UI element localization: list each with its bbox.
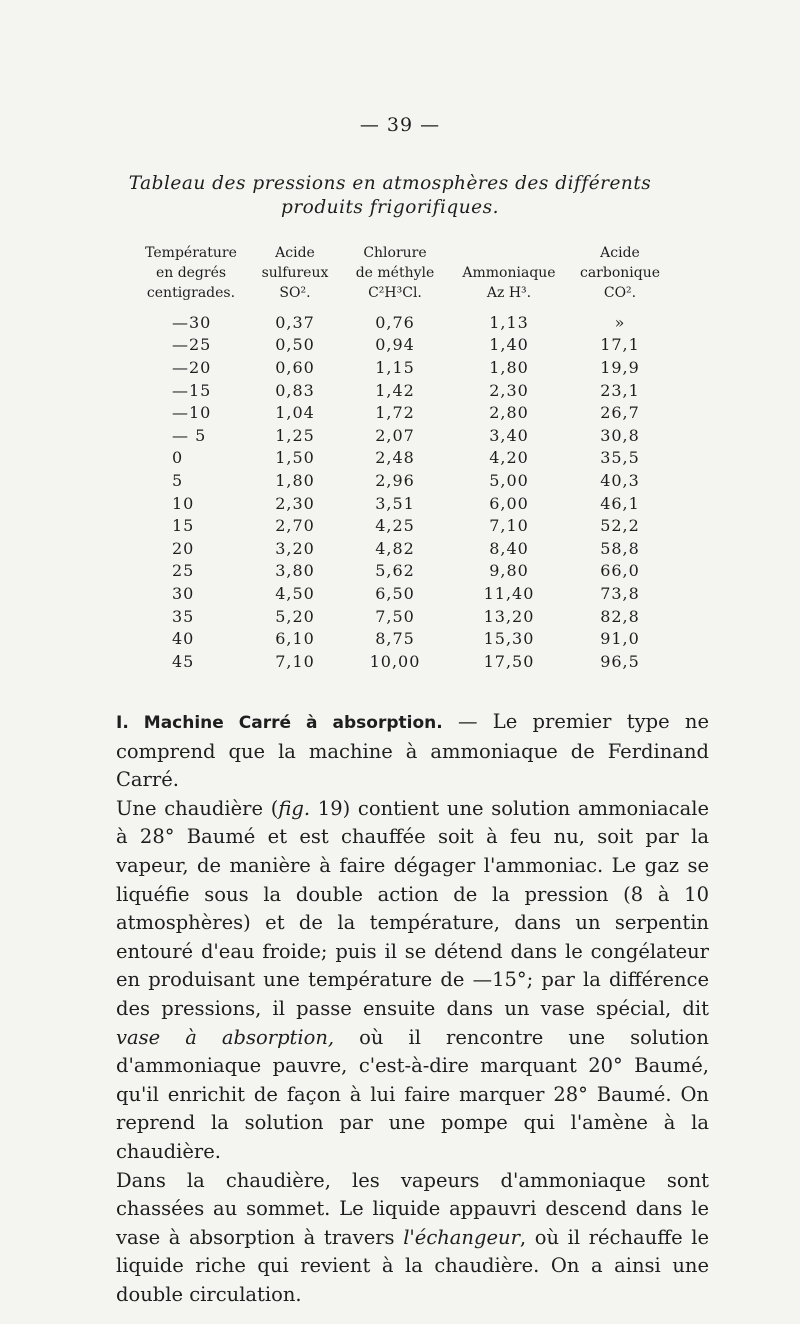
table-row [132, 401, 672, 424]
cell-nh3: 6,00 [489, 493, 529, 513]
cell-so2: 2,30 [275, 493, 315, 513]
cell-ch3cl: 0,76 [375, 312, 415, 332]
cell-ch3cl: 2,48 [375, 448, 415, 468]
table-row [132, 514, 672, 537]
table-title [120, 172, 660, 220]
cell-temperature: 5 [172, 470, 184, 490]
cell-so2: 4,50 [275, 583, 315, 603]
cell-ch3cl: 1,15 [375, 357, 415, 377]
table-row [132, 582, 672, 605]
cell-so2: 1,25 [275, 425, 315, 445]
cell-temperature: —20 [172, 357, 212, 377]
header-ch3cl-line-1: Chlorure [363, 245, 427, 261]
cell-co2: 58,8 [600, 538, 640, 558]
table-row [132, 492, 672, 515]
cell-temperature: 20 [172, 538, 195, 558]
cell-nh3: 4,20 [489, 448, 529, 468]
cell-nh3: 1,80 [489, 357, 529, 377]
pressure-table [132, 243, 672, 673]
cell-co2: 91,0 [600, 629, 640, 649]
header-temperature [132, 243, 250, 311]
cell-so2: 0,60 [275, 357, 315, 377]
cell-temperature: —10 [172, 403, 212, 423]
paragraph-1-text: — Le premier type ne comprend que la machine à ammoniaque de Ferdinand Carré. [116, 710, 710, 792]
cell-temperature: — 5 [172, 425, 207, 445]
cell-ch3cl: 3,51 [375, 493, 415, 513]
header-co2-line-1: Acide [600, 245, 640, 261]
cell-ch3cl: 5,62 [375, 561, 415, 581]
header-so2-line-2: sulfureux [261, 265, 329, 281]
table-row [132, 379, 672, 402]
cell-so2: 0,50 [275, 335, 315, 355]
table-row [132, 356, 672, 379]
cell-co2: 35,5 [600, 448, 640, 468]
cell-nh3: 2,30 [489, 380, 529, 400]
cell-ch3cl: 2,96 [375, 470, 415, 490]
table-row [132, 605, 672, 628]
figure-reference: fig. [278, 796, 311, 820]
cell-co2: 66,0 [600, 561, 640, 581]
cell-so2: 2,70 [275, 516, 315, 536]
cell-nh3: 2,80 [489, 403, 529, 423]
header-ch3cl-line-3: C²H³Cl. [368, 285, 422, 301]
header-so2-line-1: Acide [275, 245, 315, 261]
cell-co2: 17,1 [600, 335, 640, 355]
cell-ch3cl: 4,82 [375, 538, 415, 558]
header-ch3cl-line-2: de méthyle [355, 265, 435, 281]
cell-nh3: 13,20 [483, 606, 535, 626]
paragraph-3-text-a: Dans la chaudière, les vapeurs d'ammoniaque sont chassées au sommet. Le liquide appauvri descend dans le vase à absorption à travers [116, 1168, 709, 1249]
header-temperature-line-3: centigrades. [146, 285, 236, 301]
cell-so2: 1,50 [275, 448, 315, 468]
cell-so2: 3,20 [275, 538, 315, 558]
cell-nh3: 15,30 [483, 629, 535, 649]
header-sulfurous-acid [250, 243, 340, 311]
table-row [132, 469, 672, 492]
cell-so2: 7,10 [275, 651, 315, 671]
paragraph-2-text-b: 19) contient une solution ammoniacale à 28° Baumé et est chauffée soit à feu nu, soit par la vapeur, de manière à faire dégager l'ammoniac. Le gaz se liquéfie sous la double action de la pression (8 à 10 atmosphères) et de la température, dans un serpentin entouré d'eau froide; puis il se détend dans le congélateur en produisant une température de —15°; par la différence des pressions, il passe ensuite dans un vase spécial, dit [116, 796, 709, 1020]
cell-so2: 0,37 [275, 312, 315, 332]
cell-co2: 73,8 [600, 583, 640, 603]
cell-co2: 23,1 [600, 380, 640, 400]
header-so2-line-3: SO². [279, 285, 311, 301]
cell-temperature: 40 [172, 629, 195, 649]
table-row [132, 334, 672, 357]
table-title-line-1: Tableau des pressions en atmosphères des différents [128, 173, 652, 194]
header-co2-line-3: CO². [603, 285, 637, 301]
cell-nh3: 8,40 [489, 538, 529, 558]
paragraph-3-text-b: , où il réchauffe le liquide riche qui revient à la chaudière. On a ainsi une double circulation. [116, 1225, 709, 1306]
table-header-row [132, 243, 672, 311]
paragraph-1 [116, 708, 709, 795]
header-nh3-line-3: Az H³. [486, 285, 532, 301]
cell-temperature: 35 [172, 606, 195, 626]
paragraph-3 [116, 1167, 709, 1310]
cell-temperature: 30 [172, 583, 195, 603]
term-echangeur: l'échangeur [403, 1225, 520, 1249]
cell-co2: » [614, 312, 626, 332]
section-heading: I. Machine Carré à absorption. [116, 713, 443, 733]
cell-nh3: 9,80 [489, 561, 529, 581]
cell-co2: 82,8 [600, 606, 640, 626]
table-row [132, 447, 672, 470]
cell-so2: 3,80 [275, 561, 315, 581]
cell-temperature: 10 [172, 493, 195, 513]
cell-nh3: 5,00 [489, 470, 529, 490]
cell-ch3cl: 7,50 [375, 606, 415, 626]
cell-nh3: 17,50 [483, 651, 535, 671]
paragraph-2-text-a: Une chaudière ( [116, 796, 279, 820]
cell-co2: 30,8 [600, 425, 640, 445]
cell-temperature: —30 [172, 312, 212, 332]
paragraph-2 [116, 795, 709, 1167]
header-methyl-chloride [340, 243, 450, 311]
cell-so2: 5,20 [275, 606, 315, 626]
cell-ch3cl: 6,50 [375, 583, 415, 603]
cell-temperature: 45 [172, 651, 195, 671]
cell-temperature: 15 [172, 516, 195, 536]
cell-temperature: —25 [172, 335, 212, 355]
table-row [132, 627, 672, 650]
table-body [132, 311, 672, 673]
table-row [132, 537, 672, 560]
cell-co2: 40,3 [600, 470, 640, 490]
cell-so2: 1,04 [275, 403, 315, 423]
page-number: — 39 — [359, 114, 441, 136]
term-vase-absorption: vase à absorption, [116, 1025, 335, 1049]
cell-so2: 1,80 [275, 470, 315, 490]
table-row [132, 650, 672, 673]
header-nh3-line-1 [450, 243, 568, 263]
cell-co2: 46,1 [600, 493, 640, 513]
cell-ch3cl: 2,07 [375, 425, 415, 445]
paragraph-2-text-c: où il rencontre une solution d'ammoniaque pauvre, c'est-à-dire marquant 20° Baumé, qu'il enrichit de façon à lui faire marquer 28° Baumé. On reprend la solution par une pompe qui l'amène à la chaudière. [116, 1025, 709, 1163]
cell-co2: 26,7 [600, 403, 640, 423]
cell-co2: 96,5 [600, 651, 640, 671]
cell-ch3cl: 10,00 [369, 651, 421, 671]
header-nh3-line-2: Ammoniaque [462, 265, 556, 281]
body-text [116, 708, 709, 1309]
cell-so2: 6,10 [275, 629, 315, 649]
cell-nh3: 7,10 [489, 516, 529, 536]
header-carbonic-acid [568, 243, 672, 311]
cell-temperature: 25 [172, 561, 195, 581]
cell-ch3cl: 1,72 [375, 403, 415, 423]
header-ammonia [450, 243, 568, 311]
cell-ch3cl: 4,25 [375, 516, 415, 536]
header-temperature-line-1: Température [145, 245, 237, 261]
cell-so2: 0,83 [275, 380, 315, 400]
cell-temperature: —15 [172, 380, 212, 400]
cell-nh3: 11,40 [483, 583, 535, 603]
header-co2-line-2: carbonique [579, 265, 661, 281]
cell-nh3: 1,13 [489, 312, 529, 332]
cell-nh3: 1,40 [489, 335, 529, 355]
table-title-line-2: produits frigorifiques. [281, 197, 499, 218]
cell-nh3: 3,40 [489, 425, 529, 445]
cell-temperature: 0 [172, 448, 184, 468]
table-row [132, 311, 672, 334]
table-row [132, 560, 672, 583]
header-temperature-line-2: en degrés [155, 265, 227, 281]
cell-co2: 52,2 [600, 516, 640, 536]
table-row [132, 424, 672, 447]
cell-ch3cl: 8,75 [375, 629, 415, 649]
cell-ch3cl: 0,94 [375, 335, 415, 355]
cell-ch3cl: 1,42 [375, 380, 415, 400]
cell-co2: 19,9 [600, 357, 640, 377]
